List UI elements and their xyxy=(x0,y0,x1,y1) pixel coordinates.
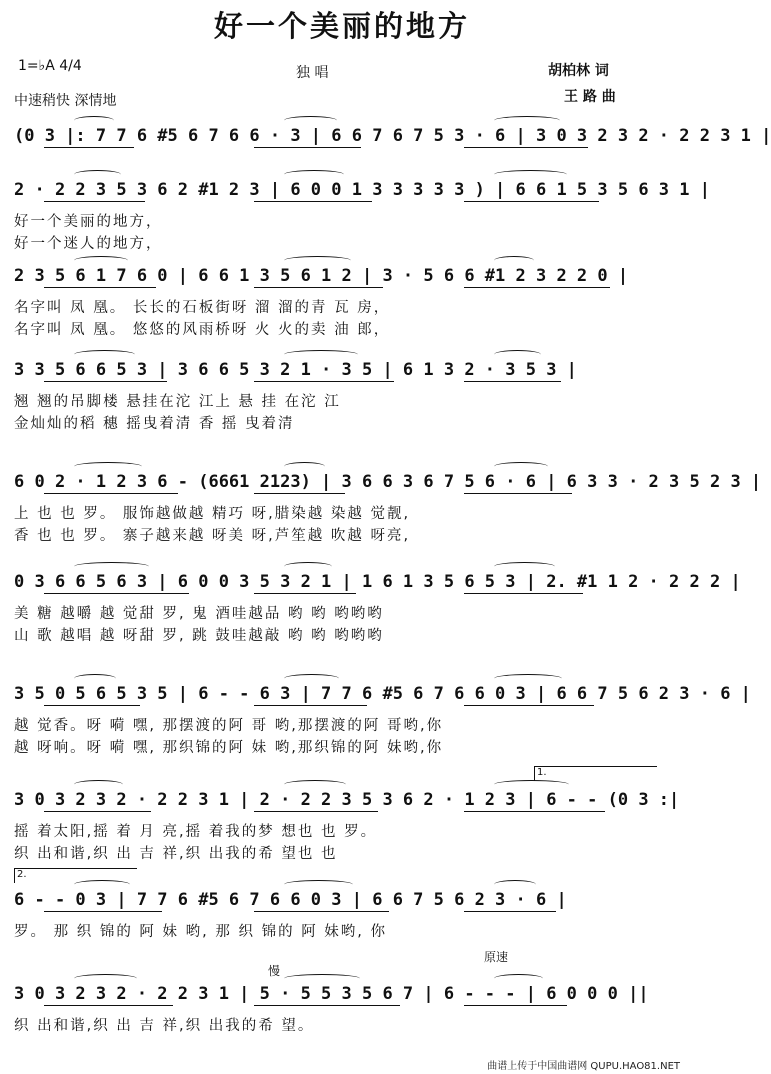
composer-credit: 王 路 曲 xyxy=(564,89,616,105)
notation-line xyxy=(14,468,762,496)
first-ending-label: 1. xyxy=(537,767,547,778)
notation-line xyxy=(14,680,751,708)
lyric-line: 越 呀响。呀 嗬 嘿, 那织锦的阿 妹 哟,那织锦的阿 妹哟,你 xyxy=(14,740,444,756)
notation-line xyxy=(14,122,771,150)
lyric-line: 好一个美丽的地方， xyxy=(14,214,163,230)
lyric-line: 上 也 也 罗。 服饰越做越 精巧 呀,腊染越 染越 觉靓, xyxy=(14,506,411,522)
second-ending-label: 2. xyxy=(17,869,27,880)
second-ending-bracket xyxy=(14,868,137,883)
lyric-line: 越 觉香。呀 嗬 嘿, 那摆渡的阿 哥 哟,那摆渡的阿 哥哟,你 xyxy=(14,718,444,734)
lyric-line: 罗。 那 织 锦的 阿 妹 哟, 那 织 锦的 阿 妹哟, 你 xyxy=(14,924,388,940)
lyric-line: 香 也 也 罗。 寨子越来越 呀美 呀,芦笙越 吹越 呀亮, xyxy=(14,528,411,544)
tempo-marking: 中速稍快 深情地 xyxy=(14,93,117,109)
notation-text: 0 3 6 6 5 6 3 | 6 0 0 3 5 3 2 1 | 1 6 1 3 5 6 5 3 | 2. #1 1 2 · 2 2 2 | xyxy=(14,572,741,592)
performance-type: 独 唱 xyxy=(296,65,329,81)
notation-text: 3 3 5 6 6 5 3 | 3 6 6 5 3 2 1 · 3 5 | 6 1 3 2 · 3 5 3 | xyxy=(14,360,577,380)
key-signature: 1=♭A 4/4 xyxy=(18,58,82,74)
notation-text: 6 0 2 · 1 2 3 6 - (6661 2123) | 3 6 6 3 6 7 5 6 · 6 | 6 3 3 · 2 3 5 2 3 | xyxy=(14,472,762,492)
notation-line xyxy=(14,356,670,384)
notation-line xyxy=(14,980,670,1008)
notation-line xyxy=(14,262,670,290)
notation-text: 3 5 0 5 6 5 3 5 | 6 - - 6 3 | 7 7 6 #5 6 7 6 6 0 3 | 6 6 7 5 6 2 3 · 6 | xyxy=(14,684,751,704)
notation-line xyxy=(14,176,710,204)
watermark: 曲谱上传于中国曲谱网 QUPU.HAO81.NET xyxy=(487,1061,680,1072)
lyric-line: 摇 着太阳,摇 着 月 亮,摇 着我的梦 想也 也 罗。 xyxy=(14,824,378,840)
original-tempo-marking: 原速 xyxy=(484,950,509,964)
lyric-line: 翘 翘的吊脚楼 悬挂在沱 江上 悬 挂 在沱 江 xyxy=(14,394,341,410)
notation-text: 3 0 3 2 3 2 · 2 2 3 1 | 2 · 2 2 3 5 3 6 2 · 1 2 3 | 6 - - (0 3 :| xyxy=(14,790,680,810)
lyric-line: 名字叫 凤 凰。 长长的石板街呀 溜 溜的青 瓦 房， xyxy=(14,300,391,316)
song-title: 好一个美丽的地方 xyxy=(213,9,470,43)
lyric-line: 金灿灿的稻 穗 摇曳着清 香 摇 曳着清 xyxy=(14,416,295,432)
notation-line xyxy=(14,568,741,596)
lyric-line: 织 出和谐,织 出 吉 祥,织 出我的希 望。 xyxy=(14,1018,315,1034)
notation-text: (0 3 |: 7 7 6 #5 6 7 6 6 · 3 | 6 6 7 6 7 5 3 · 6 | 3 0 3 2 3 2 · 2 2 3 1 | xyxy=(14,126,771,146)
notation-text: 3 0 3 2 3 2 · 2 2 3 1 | 5 · 5 5 3 5 6 7 | 6 - - - | 6 0 0 0 || xyxy=(14,984,649,1004)
lyric-line: 织 出和谐,织 出 吉 祥,织 出我的希 望也 也 xyxy=(14,846,338,862)
lyric-line: 美 糖 越嚼 越 觉甜 罗, 鬼 酒哇越品 哟 哟 哟哟哟 xyxy=(14,606,384,622)
notation-line xyxy=(14,886,670,914)
notation-text: 2 3 5 6 1 7 6 0 | 6 6 1 3 5 6 1 2 | 3 · 5 6 6 #1 2 3 2 2 0 | xyxy=(14,266,629,286)
slow-marking: 慢 xyxy=(268,964,281,978)
lyric-line: 名字叫 凤 凰。 悠悠的风雨桥呀 火 火的卖 油 郎， xyxy=(14,322,391,338)
lyric-line: 山 歌 越唱 越 呀甜 罗, 跳 鼓哇越敲 哟 哟 哟哟哟 xyxy=(14,628,384,644)
notation-text: 6 - - 0 3 | 7 7 6 #5 6 7 6 6 0 3 | 6 6 7 5 6 2 3 · 6 | xyxy=(14,890,567,910)
lyric-line: 好一个迷人的地方， xyxy=(14,236,163,252)
lyricist-credit: 胡柏林 词 xyxy=(548,63,609,79)
notation-line xyxy=(14,786,680,814)
notation-text: 2 · 2 2 3 5 3 6 2 #1 2 3 | 6 0 0 1 3 3 3 3 3 ) | 6 6 1 5 3 5 6 3 1 | xyxy=(14,180,710,200)
first-ending-bracket xyxy=(534,766,657,781)
